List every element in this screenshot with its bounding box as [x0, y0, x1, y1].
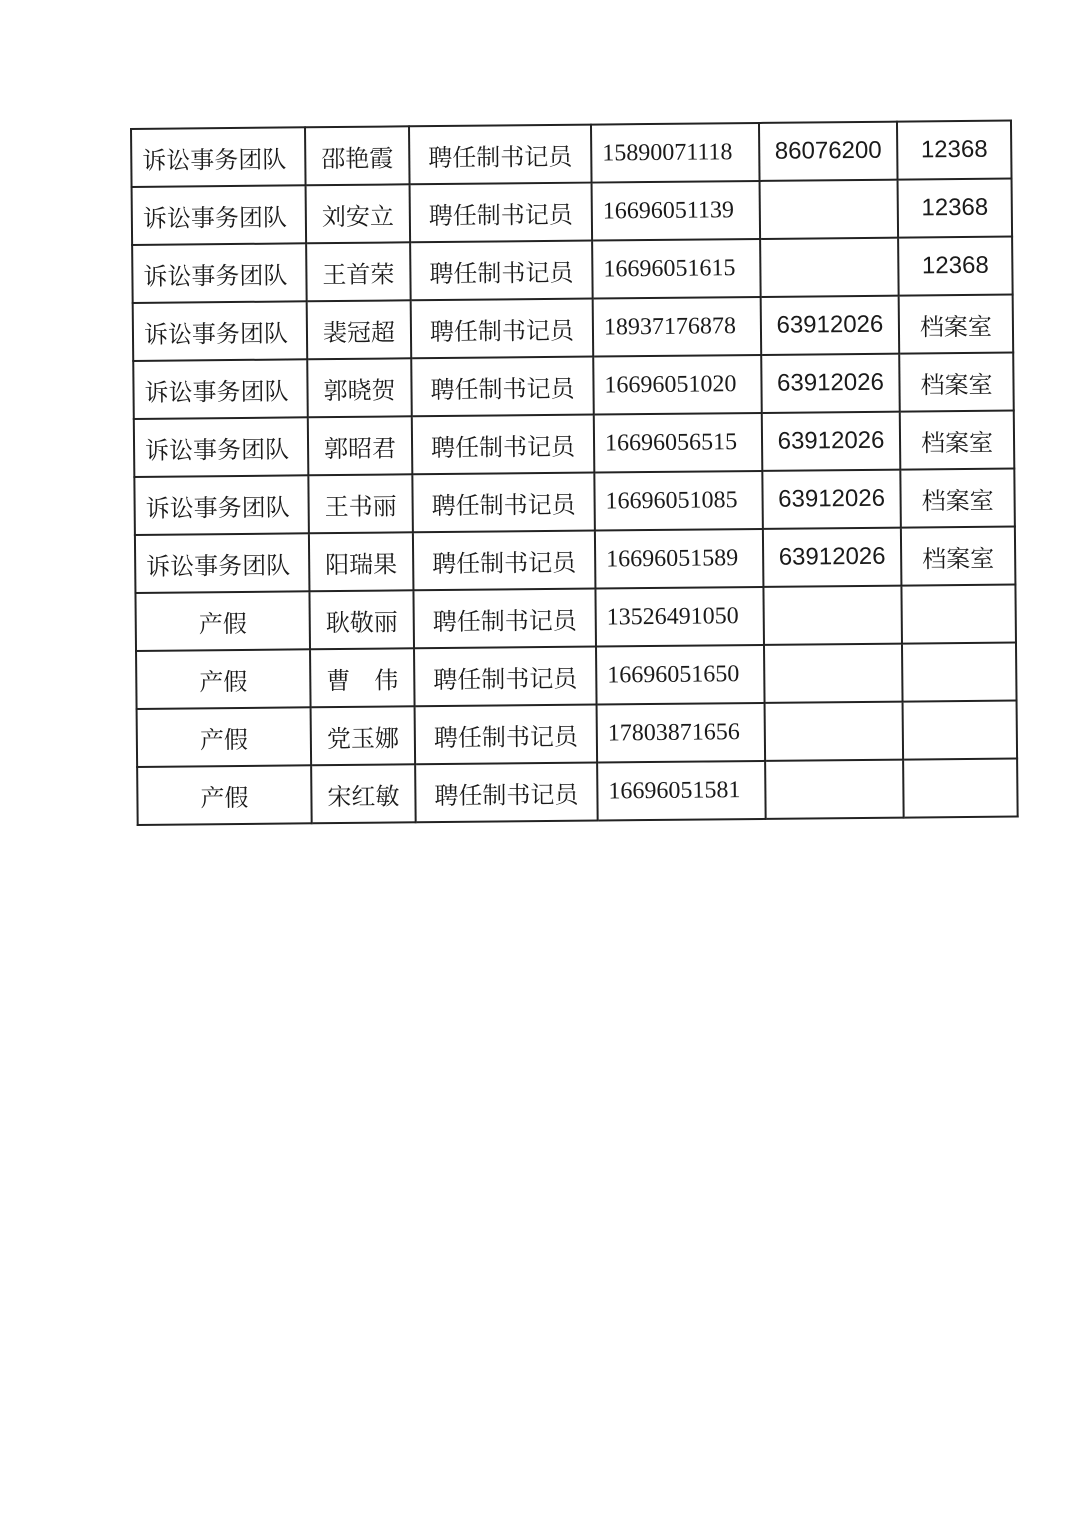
- room-cell: 12368: [898, 237, 1013, 296]
- table-row: [132, 179, 1013, 245]
- table-row: [132, 237, 1013, 303]
- room-cell: 档案室: [899, 353, 1014, 412]
- team-cell: 诉讼事务团队: [131, 127, 306, 187]
- room-cell: [901, 585, 1016, 644]
- role-cell: 聘任制书记员: [412, 415, 595, 475]
- staff-contact-table: [130, 120, 1019, 826]
- table-row: [133, 295, 1014, 361]
- role-cell: 聘任制书记员: [415, 763, 598, 823]
- office-phone-cell: [765, 760, 904, 819]
- mobile-cell: 16696056515: [594, 413, 763, 473]
- name-cell: 阳瑞果: [309, 532, 414, 591]
- team-cell: 产假: [137, 765, 312, 825]
- room-cell: 档案室: [901, 527, 1016, 586]
- table-row: [136, 643, 1017, 709]
- room-cell: [903, 759, 1018, 818]
- name-cell: 郭晓贺: [307, 358, 412, 417]
- table-row: [134, 411, 1015, 477]
- role-cell: 聘任制书记员: [410, 241, 593, 301]
- name-cell: 王首荣: [306, 242, 411, 301]
- mobile-cell: 16696051085: [594, 471, 763, 531]
- mobile-cell: 13526491050: [595, 587, 764, 647]
- team-cell: 诉讼事务团队: [134, 475, 309, 535]
- office-phone-cell: 63912026: [761, 354, 900, 413]
- mobile-cell: 17803871656: [597, 703, 766, 763]
- mobile-cell: 16696051589: [595, 529, 764, 589]
- team-cell: 诉讼事务团队: [132, 185, 307, 245]
- mobile-cell: 18937176878: [593, 297, 762, 357]
- role-cell: 聘任制书记员: [414, 647, 597, 707]
- team-cell: 产假: [137, 707, 312, 767]
- mobile-cell: 16696051020: [593, 355, 762, 415]
- office-phone-cell: [763, 586, 902, 645]
- name-cell: 刘安立: [306, 184, 411, 243]
- role-cell: 聘任制书记员: [413, 589, 596, 649]
- team-cell: 诉讼事务团队: [133, 359, 308, 419]
- team-cell: 产假: [136, 649, 311, 709]
- team-cell: 诉讼事务团队: [132, 243, 307, 303]
- table-row: [135, 585, 1016, 651]
- table-row: [131, 121, 1012, 187]
- role-cell: 聘任制书记员: [413, 531, 596, 591]
- mobile-cell: 16696051650: [596, 645, 765, 705]
- name-cell: 曹 伟: [310, 648, 415, 707]
- mobile-cell: 16696051139: [592, 181, 761, 241]
- role-cell: 聘任制书记员: [410, 183, 593, 243]
- table-row: [135, 527, 1016, 593]
- table-row: [134, 469, 1015, 535]
- office-phone-cell: 86076200: [759, 122, 898, 181]
- mobile-cell: 15890071118: [591, 123, 760, 183]
- team-cell: 诉讼事务团队: [133, 301, 308, 361]
- role-cell: 聘任制书记员: [411, 357, 594, 417]
- office-phone-cell: [765, 702, 904, 761]
- team-cell: 诉讼事务团队: [134, 417, 309, 477]
- room-cell: [902, 643, 1017, 702]
- table-row: [133, 353, 1014, 419]
- office-phone-cell: 63912026: [763, 528, 902, 587]
- role-cell: 聘任制书记员: [415, 705, 598, 765]
- room-cell: 档案室: [900, 469, 1015, 528]
- name-cell: 郭昭君: [308, 416, 413, 475]
- team-cell: 产假: [135, 591, 310, 651]
- mobile-cell: 16696051615: [592, 239, 761, 299]
- room-cell: 档案室: [899, 295, 1014, 354]
- room-cell: 12368: [898, 179, 1013, 238]
- room-cell: [903, 701, 1018, 760]
- name-cell: 邵艳霞: [305, 126, 410, 185]
- role-cell: 聘任制书记员: [412, 473, 595, 533]
- office-phone-cell: 63912026: [762, 470, 901, 529]
- office-phone-cell: [760, 180, 899, 239]
- office-phone-cell: [760, 238, 899, 297]
- role-cell: 聘任制书记员: [409, 125, 592, 185]
- office-phone-cell: [764, 644, 903, 703]
- mobile-cell: 16696051581: [597, 761, 766, 821]
- table-row: [137, 701, 1018, 767]
- room-cell: 12368: [897, 121, 1012, 180]
- room-cell: 档案室: [900, 411, 1015, 470]
- team-cell: 诉讼事务团队: [135, 533, 310, 593]
- name-cell: 耿敬丽: [309, 590, 414, 649]
- name-cell: 王书丽: [308, 474, 413, 533]
- table-row: [137, 759, 1018, 825]
- office-phone-cell: 63912026: [762, 412, 901, 471]
- name-cell: 党玉娜: [311, 706, 416, 765]
- office-phone-cell: 63912026: [761, 296, 900, 355]
- name-cell: 宋红敏: [311, 764, 416, 823]
- staff-table-container: [130, 120, 1019, 826]
- role-cell: 聘任制书记员: [411, 299, 594, 359]
- name-cell: 裴冠超: [307, 300, 412, 359]
